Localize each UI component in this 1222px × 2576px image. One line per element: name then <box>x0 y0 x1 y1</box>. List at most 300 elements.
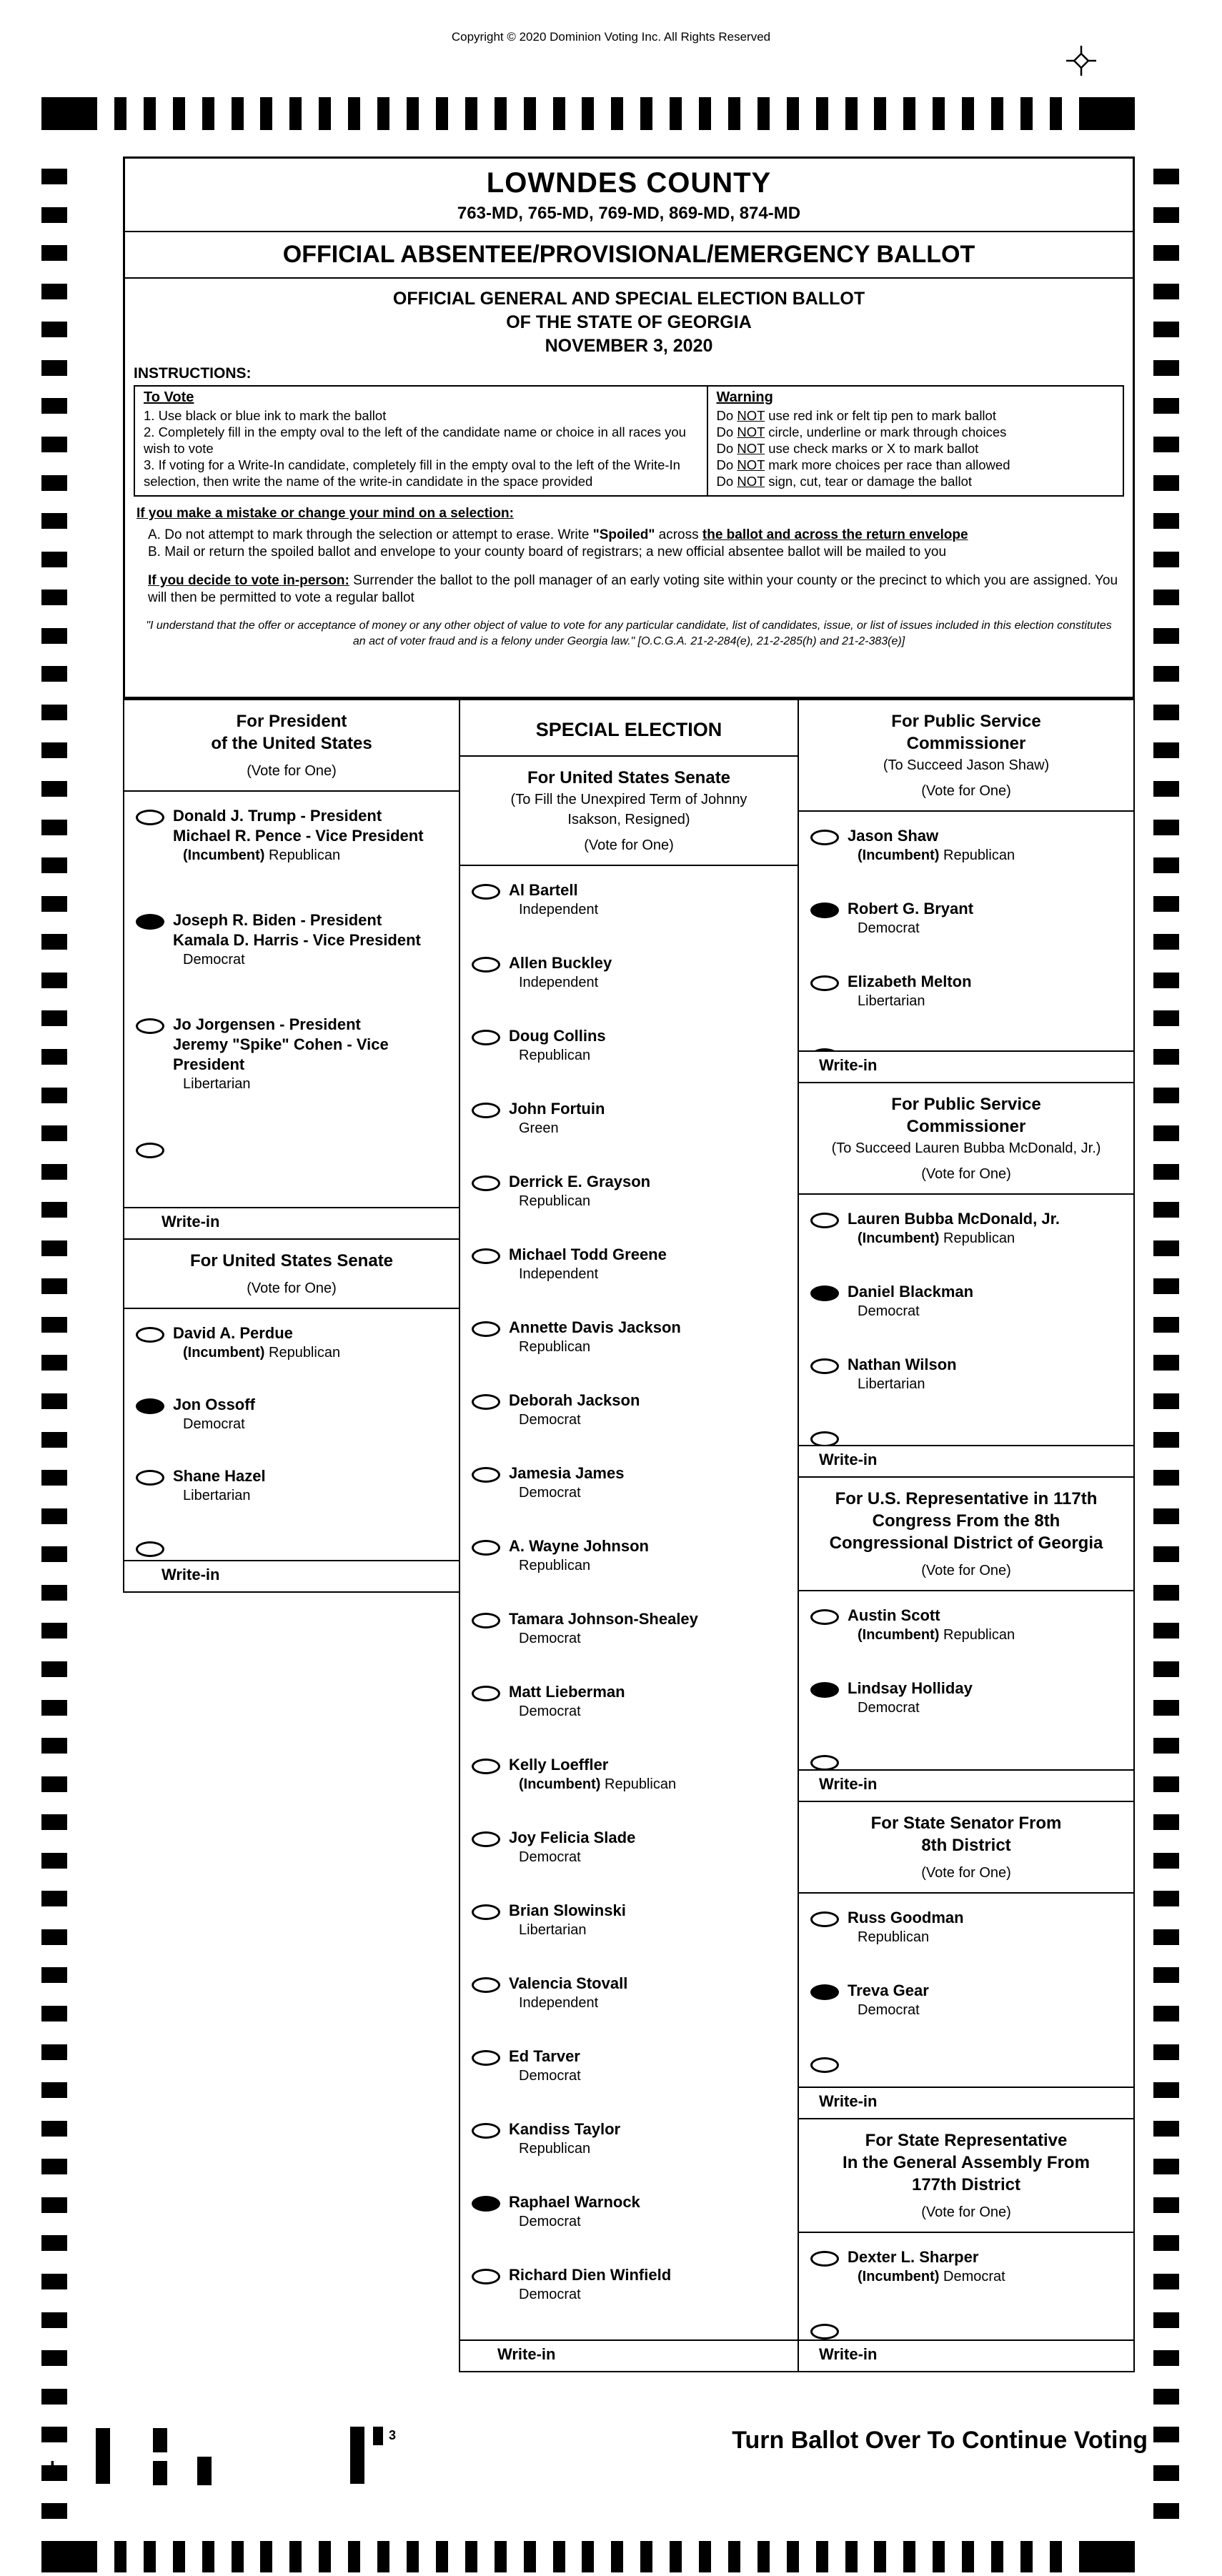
timing-mark <box>1153 1470 1179 1486</box>
timing-marks-left <box>41 169 67 2520</box>
candidate-name: Jeremy "Spike" Cohen - Vice President <box>173 1035 389 1073</box>
write-in-label: Write-in <box>819 2092 878 2110</box>
timing-mark <box>41 1010 67 1026</box>
timing-mark <box>1153 1202 1179 1218</box>
timing-mark <box>202 2541 214 2572</box>
candidate-oval[interactable] <box>472 2123 500 2139</box>
candidate-oval[interactable] <box>472 2196 500 2212</box>
timing-mark <box>436 2541 448 2572</box>
timing-mark <box>1153 742 1179 758</box>
timing-mark <box>173 97 185 130</box>
candidate-oval[interactable] <box>810 830 839 845</box>
candidate-oval[interactable] <box>810 1682 839 1698</box>
candidate-name: Richard Dien Winfield <box>509 2266 672 2284</box>
contest-title: For State Senator From <box>870 1814 1062 1833</box>
candidate-oval[interactable] <box>472 1467 500 1483</box>
candidate-oval[interactable] <box>472 2269 500 2284</box>
candidate-oval[interactable] <box>472 1321 500 1337</box>
timing-mark <box>1153 2274 1179 2289</box>
contest-note: (To Fill the Unexpired Term of Johnny <box>510 792 747 807</box>
vote-for-note: (Vote for One) <box>921 1166 1011 1182</box>
county-block <box>125 159 1133 232</box>
timing-mark <box>407 97 419 130</box>
candidate-row <box>460 2119 798 2158</box>
candidate-oval[interactable] <box>810 1213 839 1228</box>
candidate-text <box>173 1323 340 1362</box>
candidate-oval[interactable] <box>810 2251 839 2267</box>
election-line-1: OFFICIAL GENERAL AND SPECIAL ELECTION BALLOT <box>392 289 865 309</box>
candidate-party: Republican <box>519 1558 591 1573</box>
candidate-text <box>509 1318 681 1356</box>
timing-mark <box>465 97 477 130</box>
candidate-oval[interactable] <box>472 1759 500 1774</box>
timing-mark <box>495 97 507 130</box>
candidate-row <box>799 1981 1133 2019</box>
candidate-oval[interactable] <box>472 957 500 973</box>
timing-mark <box>495 2541 507 2572</box>
timing-mark <box>41 1661 67 1677</box>
timing-mark <box>41 1585 67 1601</box>
candidate-name: John Fortuin <box>509 1100 605 1118</box>
candidate-party: Democrat <box>858 2002 920 2018</box>
contest-psc-shaw <box>798 699 1135 1083</box>
candidate-oval[interactable] <box>136 1470 164 1486</box>
timing-mark <box>874 2541 886 2572</box>
candidate-oval[interactable] <box>810 902 839 918</box>
timing-mark <box>962 2541 974 2572</box>
timing-mark <box>41 742 67 758</box>
timing-mark <box>991 97 1003 130</box>
timing-mark <box>1153 2235 1179 2251</box>
candidate-name: Jon Ossoff <box>173 1396 255 1413</box>
precinct-list: 763-MD, 765-MD, 769-MD, 869-MD, 874-MD <box>457 204 801 223</box>
timing-mark <box>173 2541 185 2572</box>
contest-state-rep-177th <box>798 2118 1135 2372</box>
timing-mark <box>114 2541 126 2572</box>
timing-mark <box>1153 1585 1179 1601</box>
candidate-name: Treva Gear <box>848 1981 929 1999</box>
column-middle <box>459 699 799 2372</box>
timing-mark <box>1153 857 1179 873</box>
vote-for-note: (Vote for One) <box>921 1563 1011 1578</box>
candidate-oval[interactable] <box>810 1285 839 1301</box>
candidate-party: Green <box>519 1120 559 1136</box>
candidate-party: Independent <box>519 975 599 990</box>
candidate-name: Tamara Johnson-Shealey <box>509 1610 698 1628</box>
contest-title: For Public Service <box>891 712 1041 731</box>
candidate-row <box>124 1323 459 1362</box>
candidate-text <box>848 1606 1015 1644</box>
timing-mark <box>41 1700 67 1716</box>
candidate-row <box>799 1209 1133 1248</box>
timing-mark <box>1153 1623 1179 1638</box>
timing-mark <box>1153 1164 1179 1180</box>
candidate-party: Independent <box>519 902 599 917</box>
candidate-row <box>799 1679 1133 1717</box>
timing-mark <box>41 2121 67 2137</box>
timing-mark <box>1079 2541 1135 2572</box>
candidate-list <box>799 1591 1133 1769</box>
write-in-oval[interactable] <box>810 2324 839 2339</box>
contest-note: (To Succeed Lauren Bubba McDonald, Jr.) <box>831 1140 1101 1156</box>
timing-mark <box>903 2541 915 2572</box>
candidate-party: Republican <box>519 2141 591 2157</box>
timing-mark <box>874 97 886 130</box>
candidate-list <box>799 2233 1133 2339</box>
ballot-type-title: OFFICIAL ABSENTEE/PROVISIONAL/EMERGENCY BALLOT <box>125 232 1133 279</box>
timing-mark <box>1153 245 1179 261</box>
timing-mark <box>640 2541 652 2572</box>
candidate-party: Libertarian <box>858 993 925 1009</box>
vote-for-note: (Vote for One) <box>247 1280 337 1296</box>
timing-mark <box>1153 1240 1179 1256</box>
candidate-party: Democrat <box>183 952 245 968</box>
timing-mark <box>232 2541 244 2572</box>
candidate-oval[interactable] <box>810 1984 839 2000</box>
timing-mark <box>1153 1967 1179 1983</box>
candidate-name: Nathan Wilson <box>848 1356 957 1373</box>
candidate-oval[interactable] <box>472 1613 500 1628</box>
timing-mark <box>41 2235 67 2251</box>
contest-us-senate <box>123 1238 460 1593</box>
timing-mark <box>816 2541 828 2572</box>
warning-item: Do NOT use red ink or felt tip pen to mark ballot <box>716 408 996 423</box>
special-election-banner: SPECIAL ELECTION <box>460 700 798 757</box>
timing-mark <box>41 322 67 337</box>
candidate-row <box>460 1609 798 1648</box>
timing-mark <box>1153 1393 1179 1409</box>
candidate-oval[interactable] <box>472 1540 500 1556</box>
candidate-oval[interactable] <box>810 1609 839 1625</box>
timing-mark <box>1153 437 1179 452</box>
timing-mark <box>41 2312 67 2328</box>
candidate-name: Michael R. Pence - Vice President <box>173 827 424 845</box>
timing-mark <box>845 2541 858 2572</box>
candidate-party: Democrat <box>519 1412 581 1428</box>
timing-mark <box>232 97 244 130</box>
timing-mark <box>524 97 536 130</box>
candidate-oval[interactable] <box>810 975 839 991</box>
write-in-label: Write-in <box>819 1056 878 1074</box>
contest-columns <box>123 699 1135 2372</box>
candidate-oval[interactable] <box>136 1398 164 1414</box>
candidate-row <box>460 1245 798 1283</box>
candidate-oval[interactable] <box>472 1686 500 1701</box>
candidate-oval[interactable] <box>472 1831 500 1847</box>
timing-mark <box>41 2082 67 2098</box>
write-in-oval-row <box>799 1045 1133 1050</box>
contest-title: For U.S. Representative in 117th <box>835 1489 1098 1508</box>
candidate-name: Michael Todd Greene <box>509 1245 667 1263</box>
timing-mark <box>670 2541 682 2572</box>
candidate-list <box>799 1195 1133 1445</box>
candidate-row <box>799 1282 1133 1321</box>
timing-mark <box>1020 2541 1033 2572</box>
legal-notice: "I understand that the offer or acceptance of money or any other object of value to vote for any particular candidate, list of candidates, issue, or list of issues included in this election constitutes an act of voter fraud and is a felony under Georgia law." [O.C.G.A. 21-2-284(e), 21-2-285(h) and 21-2-383(e)] <box>146 620 1112 647</box>
candidate-oval[interactable] <box>810 1911 839 1927</box>
timing-mark <box>991 2541 1003 2572</box>
timing-mark <box>41 1393 67 1409</box>
contest-title: Congress From the 8th <box>872 1511 1060 1531</box>
timing-mark <box>41 513 67 529</box>
alignment-plus-mark: + <box>46 2454 59 2480</box>
candidate-oval[interactable] <box>136 810 164 825</box>
timing-mark <box>1153 2389 1179 2405</box>
timing-mark <box>1153 2465 1179 2481</box>
timing-mark <box>1153 1853 1179 1869</box>
candidate-name: Austin Scott <box>848 1606 940 1624</box>
timing-mark <box>41 590 67 605</box>
timing-mark <box>41 1317 67 1333</box>
candidate-oval[interactable] <box>810 1358 839 1374</box>
write-in-oval[interactable] <box>136 1541 164 1557</box>
candidate-text <box>173 1466 266 1505</box>
in-person-instructions: If you decide to vote in-person: Surrender the ballot to the poll manager of an early voting site within your county or the precinct to which you are assigned. You will then be permitted to vote a regular ballot <box>148 573 1118 605</box>
timing-mark <box>41 2044 67 2060</box>
candidate-row <box>460 2192 798 2231</box>
timing-mark <box>41 1202 67 1218</box>
timing-mark <box>1153 1814 1179 1830</box>
timing-mark <box>1153 1661 1179 1677</box>
candidate-name: Joy Felicia Slade <box>509 1829 636 1846</box>
mistake-item-b: B. Mail or return the spoiled ballot and envelope to your county board of registrars; a new official absentee ballot will be mailed to you <box>148 544 947 560</box>
candidate-oval[interactable] <box>472 1394 500 1410</box>
candidate-text <box>509 2192 640 2231</box>
contest-president <box>123 699 460 1240</box>
incumbent-label: (Incumbent) <box>858 1627 943 1643</box>
candidate-row <box>799 972 1133 1010</box>
timing-marks-right <box>1153 169 1179 2520</box>
timing-mark <box>41 2159 67 2174</box>
timing-mark <box>1153 1432 1179 1448</box>
candidate-name: Al Bartell <box>509 881 578 899</box>
timing-mark <box>465 2541 477 2572</box>
not-word: NOT <box>737 408 765 423</box>
write-in-oval-row <box>799 1751 1133 1769</box>
candidate-party: Republican <box>519 1339 591 1355</box>
candidate-oval[interactable] <box>136 914 164 930</box>
candidate-text <box>509 1026 606 1065</box>
timing-mark <box>1050 2541 1062 2572</box>
candidate-oval[interactable] <box>472 2050 500 2066</box>
timing-mark <box>260 97 272 130</box>
candidate-oval[interactable] <box>136 1018 164 1034</box>
timing-mark <box>41 628 67 644</box>
candidate-text <box>848 2247 1005 2286</box>
timing-mark <box>1153 360 1179 376</box>
timing-mark <box>260 2541 272 2572</box>
candidate-party: Democrat <box>858 1303 920 1319</box>
candidate-text <box>509 1901 626 1939</box>
vote-for-note: (Vote for One) <box>921 783 1011 799</box>
candidate-oval[interactable] <box>472 1977 500 1993</box>
write-in-oval[interactable] <box>810 2057 839 2073</box>
timing-mark <box>41 1164 67 1180</box>
contest-us-rep-117th <box>798 1476 1135 1802</box>
timing-mark <box>41 896 67 912</box>
candidate-name: Derrick E. Grayson <box>509 1173 651 1190</box>
code-number: 3 <box>389 2428 397 2442</box>
to-vote-panel <box>135 387 708 495</box>
warning-item: Do NOT mark more choices per race than allowed <box>716 457 1010 472</box>
timing-mark <box>1153 1929 1179 1945</box>
timing-mark <box>41 1049 67 1065</box>
write-in-oval[interactable] <box>810 1431 839 1445</box>
election-date: NOVEMBER 3, 2020 <box>545 336 713 356</box>
timing-mark <box>1153 1355 1179 1371</box>
incumbent-label: (Incumbent) <box>858 2269 943 2284</box>
timing-mark <box>41 1508 67 1524</box>
candidate-party: (Incumbent) Republican <box>183 847 341 863</box>
contest-title: For Public Service <box>891 1095 1041 1114</box>
timing-mark <box>41 2427 67 2442</box>
candidate-name: Doug Collins <box>509 1027 606 1045</box>
candidate-name: Matt Lieberman <box>509 1683 625 1701</box>
timing-mark <box>553 2541 565 2572</box>
to-vote-item: 1. Use black or blue ink to mark the ballot <box>144 408 387 423</box>
write-in-oval[interactable] <box>810 1755 839 1769</box>
timing-mark <box>1153 475 1179 491</box>
candidate-row <box>799 1908 1133 1946</box>
candidate-party: Independent <box>519 1266 599 1282</box>
warning-items <box>717 407 1114 489</box>
candidate-name: Lauren Bubba McDonald, Jr. <box>848 1210 1060 1228</box>
contest-title: For President <box>236 712 347 731</box>
timing-mark <box>41 1623 67 1638</box>
timing-mark <box>1153 2082 1179 2098</box>
code-mark <box>373 2427 383 2445</box>
warning-item: Do NOT use check marks or X to mark ballot <box>716 441 979 456</box>
timing-mark <box>1153 2159 1179 2174</box>
code-mark <box>197 2457 212 2485</box>
candidate-oval[interactable] <box>472 884 500 900</box>
candidate-oval[interactable] <box>472 1103 500 1118</box>
timing-mark <box>1153 2121 1179 2137</box>
timing-mark <box>1153 1049 1179 1065</box>
election-line-2: OF THE STATE OF GEORGIA <box>506 312 752 332</box>
timing-mark <box>41 475 67 491</box>
to-vote-title: To Vote <box>144 389 194 405</box>
timing-mark <box>1153 934 1179 950</box>
timing-mark <box>582 97 594 130</box>
timing-mark <box>377 97 389 130</box>
timing-mark <box>41 2006 67 2021</box>
contest-header <box>124 1240 459 1309</box>
write-in-oval-row <box>799 2054 1133 2073</box>
code-mark <box>153 2461 167 2485</box>
timing-mark <box>144 97 156 130</box>
write-in-section <box>124 1207 459 1238</box>
write-in-oval-row <box>799 1428 1133 1445</box>
copyright-line: Copyright © 2020 Dominion Voting Inc. All Rights Reserved <box>451 30 771 44</box>
vote-for-note: (Vote for One) <box>247 763 337 779</box>
timing-mark <box>41 705 67 720</box>
candidate-text <box>509 880 598 919</box>
candidate-name: Jamesia James <box>509 1464 625 1482</box>
to-vote-item: 3. If voting for a Write-In candidate, completely fill in the empty oval to the left of the Write-In selection, then write the name of the write-in candidate in the space provided <box>144 457 680 489</box>
candidate-oval[interactable] <box>136 1327 164 1343</box>
candidate-text <box>509 1974 627 2012</box>
candidate-name: Kamala D. Harris - Vice President <box>173 931 421 949</box>
candidate-party: (Incumbent) Republican <box>858 1627 1015 1643</box>
candidate-row <box>460 2047 798 2085</box>
candidate-name: Lindsay Holliday <box>848 1679 973 1697</box>
candidate-row <box>799 2247 1133 2286</box>
candidate-party: Republican <box>858 1929 930 1945</box>
candidate-row <box>799 1355 1133 1393</box>
timing-mark <box>41 360 67 376</box>
timing-mark <box>41 97 97 130</box>
contest-psc-mcdonald <box>798 1082 1135 1478</box>
timing-mark <box>144 2541 156 2572</box>
timing-mark <box>582 2541 594 2572</box>
contest-note: Isakson, Resigned) <box>567 812 690 827</box>
candidate-name: Kandiss Taylor <box>509 2120 621 2138</box>
timing-mark <box>1153 1088 1179 1103</box>
candidate-text <box>509 1536 649 1575</box>
candidate-oval[interactable] <box>472 1175 500 1191</box>
timing-mark <box>41 1853 67 1869</box>
candidate-text <box>173 1015 459 1093</box>
timing-mark <box>41 1891 67 1906</box>
timing-mark <box>1153 1010 1179 1026</box>
timing-mark <box>1153 2427 1179 2442</box>
timing-marks-top <box>41 97 1135 130</box>
timing-mark <box>1153 666 1179 682</box>
candidate-party: Republican <box>519 1193 591 1209</box>
candidate-oval[interactable] <box>472 1248 500 1264</box>
candidate-row <box>799 826 1133 865</box>
candidate-party: Democrat <box>519 2214 581 2229</box>
timing-mark <box>1153 820 1179 835</box>
candidate-party: Libertarian <box>519 1922 587 1938</box>
timing-mark <box>348 97 360 130</box>
warning-title: Warning <box>716 389 773 405</box>
contest-title: Commissioner <box>906 1117 1026 1136</box>
warning-item: Do NOT sign, cut, tear or damage the ballot <box>716 474 973 489</box>
candidate-party: Democrat <box>519 1631 581 1646</box>
timing-mark <box>1153 2197 1179 2213</box>
to-vote-item: 2. Completely fill in the empty oval to the left of the candidate name or choice in all races you wish to vote <box>144 424 686 456</box>
timing-mark <box>41 666 67 682</box>
candidate-name: Robert G. Bryant <box>848 900 974 917</box>
not-word: NOT <box>737 474 765 489</box>
candidate-text <box>848 826 1015 865</box>
candidate-text <box>848 972 972 1010</box>
timing-mark <box>1153 398 1179 414</box>
timing-mark <box>41 2541 97 2572</box>
timing-mark <box>41 2274 67 2289</box>
candidate-text <box>509 2047 581 2085</box>
timing-mark <box>816 97 828 130</box>
timing-mark <box>1153 2006 1179 2021</box>
write-in-oval[interactable] <box>136 1143 164 1158</box>
contest-title: For United States Senate <box>189 1251 394 1270</box>
timing-mark <box>1153 1776 1179 1792</box>
candidate-party: Republican <box>519 1048 591 1063</box>
candidate-party: Libertarian <box>183 1488 251 1503</box>
timing-mark <box>1153 1508 1179 1524</box>
candidate-oval[interactable] <box>472 1904 500 1920</box>
timing-mark <box>699 2541 711 2572</box>
candidate-oval[interactable] <box>472 1030 500 1045</box>
candidate-text <box>509 1828 635 1866</box>
timing-mark <box>757 97 770 130</box>
timing-mark <box>41 2350 67 2366</box>
timing-mark <box>41 1088 67 1103</box>
mistake-title: If you make a mistake or change your mind on a selection: <box>136 506 514 521</box>
incumbent-label: (Incumbent) <box>183 1345 269 1361</box>
